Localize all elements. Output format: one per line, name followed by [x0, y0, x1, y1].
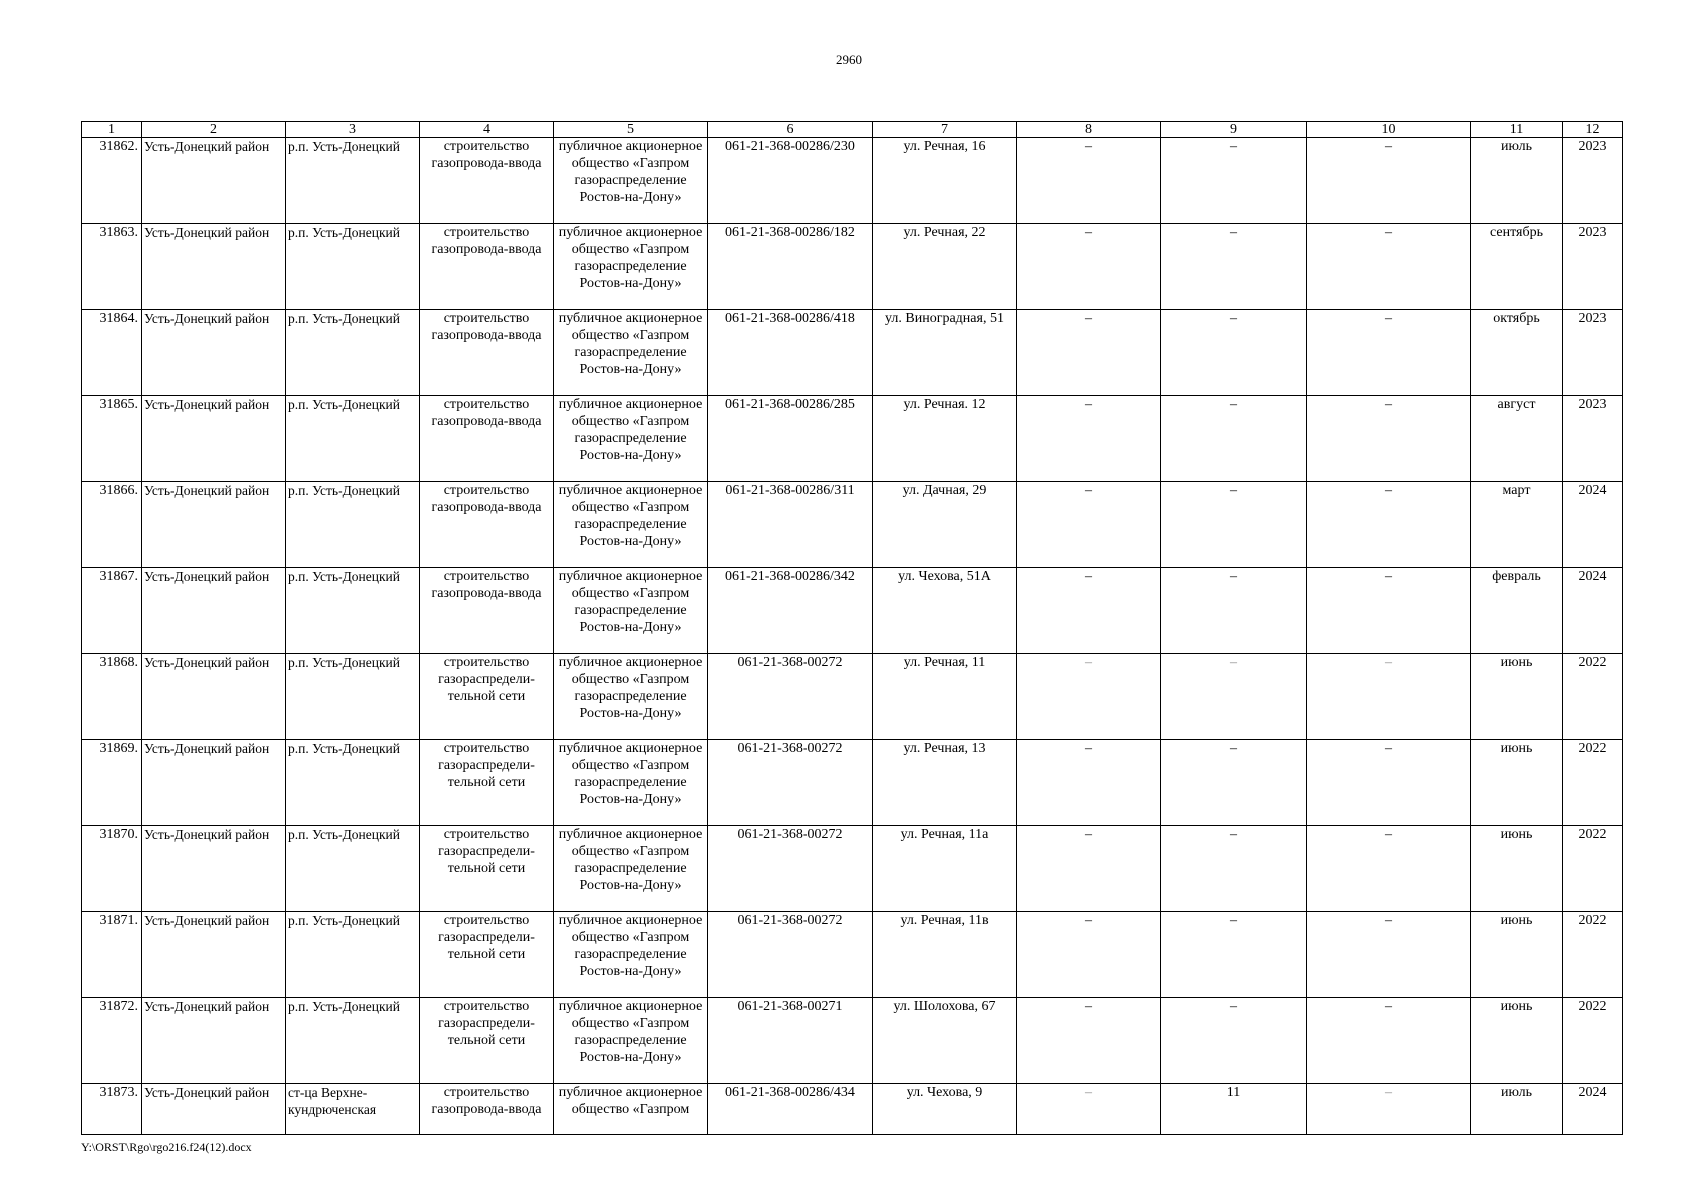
- row-number: 31870.: [82, 826, 142, 912]
- column-8-cell: –: [1017, 224, 1161, 310]
- registry-code-cell: 061-21-368-00286/230: [708, 138, 873, 224]
- table-row: [82, 310, 1623, 396]
- registry-code-cell: 061-21-368-00286/182: [708, 224, 873, 310]
- column-8-cell: –: [1017, 998, 1161, 1084]
- district-cell: Усть-Донецкий район: [142, 740, 286, 826]
- work-type-cell: строительство газопровода-ввода: [420, 310, 554, 396]
- year-cell: 2024: [1563, 568, 1623, 654]
- month-cell: август: [1471, 396, 1563, 482]
- settlement-cell: р.п. Усть-Донецкий: [286, 826, 420, 912]
- column-8-cell: –: [1017, 482, 1161, 568]
- column-10-cell: –: [1307, 826, 1471, 912]
- column-10-cell: –: [1307, 568, 1471, 654]
- month-cell: июнь: [1471, 912, 1563, 998]
- address-cell: ул. Речная, 11: [873, 654, 1017, 740]
- organization-cell: публичное акционерное общество «Газпром газораспределение Ростов-на-Дону»: [554, 396, 708, 482]
- address-cell: ул. Дачная, 29: [873, 482, 1017, 568]
- year-cell: 2023: [1563, 396, 1623, 482]
- row-number: 31867.: [82, 568, 142, 654]
- column-8-cell: –: [1017, 396, 1161, 482]
- year-cell: 2023: [1563, 138, 1623, 224]
- column-10-cell: –: [1307, 740, 1471, 826]
- month-cell: июнь: [1471, 998, 1563, 1084]
- settlement-cell: р.п. Усть-Донецкий: [286, 224, 420, 310]
- address-cell: ул. Речная, 11в: [873, 912, 1017, 998]
- column-10-cell: –: [1307, 310, 1471, 396]
- district-cell: Усть-Донецкий район: [142, 1084, 286, 1135]
- column-number: 8: [1017, 122, 1161, 138]
- table-row: [82, 138, 1623, 224]
- settlement-cell: р.п. Усть-Донецкий: [286, 568, 420, 654]
- address-cell: ул. Виноградная, 51: [873, 310, 1017, 396]
- settlement-cell: р.п. Усть-Донецкий: [286, 912, 420, 998]
- column-9-cell: –: [1161, 396, 1307, 482]
- column-8-cell: –: [1017, 654, 1161, 740]
- year-cell: 2024: [1563, 1084, 1623, 1135]
- month-cell: февраль: [1471, 568, 1563, 654]
- address-cell: ул. Речная. 12: [873, 396, 1017, 482]
- month-cell: июнь: [1471, 740, 1563, 826]
- registry-code-cell: 061-21-368-00286/434: [708, 1084, 873, 1135]
- column-10-cell: –: [1307, 998, 1471, 1084]
- table-row: [82, 396, 1623, 482]
- table-row: [82, 482, 1623, 568]
- registry-code-cell: 061-21-368-00286/342: [708, 568, 873, 654]
- year-cell: 2022: [1563, 998, 1623, 1084]
- row-number: 31863.: [82, 224, 142, 310]
- district-cell: Усть-Донецкий район: [142, 912, 286, 998]
- work-type-cell: строительство газопровода-ввода: [420, 396, 554, 482]
- address-cell: ул. Речная, 13: [873, 740, 1017, 826]
- work-type-cell: строительство газораспредели-тельной сети: [420, 740, 554, 826]
- settlement-cell: р.п. Усть-Донецкий: [286, 654, 420, 740]
- organization-cell: публичное акционерное общество «Газпром газораспределение Ростов-на-Дону»: [554, 568, 708, 654]
- work-type-cell: строительство газопровода-ввода: [420, 138, 554, 224]
- year-cell: 2022: [1563, 826, 1623, 912]
- district-cell: Усть-Донецкий район: [142, 482, 286, 568]
- work-type-cell: строительство газораспредели-тельной сети: [420, 998, 554, 1084]
- row-number: 31868.: [82, 654, 142, 740]
- row-number: 31873.: [82, 1084, 142, 1135]
- settlement-cell: р.п. Усть-Донецкий: [286, 138, 420, 224]
- registry-code-cell: 061-21-368-00272: [708, 912, 873, 998]
- column-number-row: [82, 122, 1623, 138]
- month-cell: март: [1471, 482, 1563, 568]
- table-row: [82, 998, 1623, 1084]
- row-number: 31866.: [82, 482, 142, 568]
- year-cell: 2023: [1563, 310, 1623, 396]
- district-cell: Усть-Донецкий район: [142, 998, 286, 1084]
- column-number: 3: [286, 122, 420, 138]
- registry-code-cell: 061-21-368-00272: [708, 654, 873, 740]
- column-number: 4: [420, 122, 554, 138]
- table-row: [82, 568, 1623, 654]
- address-cell: ул. Речная, 16: [873, 138, 1017, 224]
- registry-table: [81, 121, 1623, 1135]
- table-row: [82, 1084, 1623, 1135]
- column-9-cell: –: [1161, 912, 1307, 998]
- month-cell: июль: [1471, 138, 1563, 224]
- organization-cell: публичное акционерное общество «Газпром газораспределение Ростов-на-Дону»: [554, 740, 708, 826]
- month-cell: июнь: [1471, 654, 1563, 740]
- district-cell: Усть-Донецкий район: [142, 396, 286, 482]
- address-cell: ул. Чехова, 51А: [873, 568, 1017, 654]
- row-number: 31869.: [82, 740, 142, 826]
- column-number: 7: [873, 122, 1017, 138]
- work-type-cell: строительство газопровода-ввода: [420, 1084, 554, 1135]
- column-8-cell: –: [1017, 138, 1161, 224]
- work-type-cell: строительство газораспредели-тельной сети: [420, 826, 554, 912]
- column-number: 11: [1471, 122, 1563, 138]
- settlement-cell: р.п. Усть-Донецкий: [286, 310, 420, 396]
- column-8-cell: –: [1017, 310, 1161, 396]
- month-cell: июнь: [1471, 826, 1563, 912]
- settlement-cell: р.п. Усть-Донецкий: [286, 482, 420, 568]
- column-number: 9: [1161, 122, 1307, 138]
- organization-cell: публичное акционерное общество «Газпром газораспределение Ростов-на-Дону»: [554, 138, 708, 224]
- row-number: 31871.: [82, 912, 142, 998]
- column-8-cell: –: [1017, 740, 1161, 826]
- work-type-cell: строительство газопровода-ввода: [420, 482, 554, 568]
- column-9-cell: –: [1161, 654, 1307, 740]
- organization-cell: публичное акционерное общество «Газпром газораспределение Ростов-на-Дону»: [554, 912, 708, 998]
- settlement-cell: ст-ца Верхне-кундрюченская: [286, 1084, 420, 1135]
- row-number: 31865.: [82, 396, 142, 482]
- column-10-cell: –: [1307, 912, 1471, 998]
- work-type-cell: строительство газораспредели-тельной сети: [420, 654, 554, 740]
- address-cell: ул. Шолохова, 67: [873, 998, 1017, 1084]
- column-8-cell: –: [1017, 826, 1161, 912]
- address-cell: ул. Чехова, 9: [873, 1084, 1017, 1135]
- district-cell: Усть-Донецкий район: [142, 224, 286, 310]
- column-number: 2: [142, 122, 286, 138]
- work-type-cell: строительство газопровода-ввода: [420, 568, 554, 654]
- year-cell: 2023: [1563, 224, 1623, 310]
- registry-code-cell: 061-21-368-00272: [708, 740, 873, 826]
- organization-cell: публичное акционерное общество «Газпром газораспределение Ростов-на-Дону»: [554, 654, 708, 740]
- month-cell: октябрь: [1471, 310, 1563, 396]
- year-cell: 2022: [1563, 912, 1623, 998]
- registry-code-cell: 061-21-368-00286/418: [708, 310, 873, 396]
- table-row: [82, 912, 1623, 998]
- organization-cell: публичное акционерное общество «Газпром газораспределение Ростов-на-Дону»: [554, 310, 708, 396]
- month-cell: июль: [1471, 1084, 1563, 1135]
- column-number: 10: [1307, 122, 1471, 138]
- year-cell: 2024: [1563, 482, 1623, 568]
- column-9-cell: 11: [1161, 1084, 1307, 1135]
- table-row: [82, 826, 1623, 912]
- table-row: [82, 740, 1623, 826]
- column-8-cell: –: [1017, 1084, 1161, 1135]
- organization-cell: публичное акционерное общество «Газпром газораспределение Ростов-на-Дону»: [554, 482, 708, 568]
- column-10-cell: –: [1307, 224, 1471, 310]
- work-type-cell: строительство газораспредели-тельной сети: [420, 912, 554, 998]
- month-cell: сентябрь: [1471, 224, 1563, 310]
- table-row: [82, 224, 1623, 310]
- column-9-cell: –: [1161, 138, 1307, 224]
- column-8-cell: –: [1017, 912, 1161, 998]
- year-cell: 2022: [1563, 654, 1623, 740]
- district-cell: Усть-Донецкий район: [142, 826, 286, 912]
- column-9-cell: –: [1161, 310, 1307, 396]
- column-10-cell: –: [1307, 138, 1471, 224]
- organization-cell: публичное акционерное общество «Газпром: [554, 1084, 708, 1135]
- settlement-cell: р.п. Усть-Донецкий: [286, 740, 420, 826]
- column-9-cell: –: [1161, 998, 1307, 1084]
- row-number: 31872.: [82, 998, 142, 1084]
- column-10-cell: –: [1307, 654, 1471, 740]
- column-number: 6: [708, 122, 873, 138]
- column-9-cell: –: [1161, 224, 1307, 310]
- column-10-cell: –: [1307, 482, 1471, 568]
- district-cell: Усть-Донецкий район: [142, 138, 286, 224]
- column-number: 1: [82, 122, 142, 138]
- district-cell: Усть-Донецкий район: [142, 568, 286, 654]
- column-number: 12: [1563, 122, 1623, 138]
- column-9-cell: –: [1161, 740, 1307, 826]
- settlement-cell: р.п. Усть-Донецкий: [286, 396, 420, 482]
- column-9-cell: –: [1161, 482, 1307, 568]
- column-9-cell: –: [1161, 568, 1307, 654]
- year-cell: 2022: [1563, 740, 1623, 826]
- column-8-cell: –: [1017, 568, 1161, 654]
- organization-cell: публичное акционерное общество «Газпром газораспределение Ростов-на-Дону»: [554, 826, 708, 912]
- address-cell: ул. Речная, 11а: [873, 826, 1017, 912]
- settlement-cell: р.п. Усть-Донецкий: [286, 998, 420, 1084]
- district-cell: Усть-Донецкий район: [142, 654, 286, 740]
- organization-cell: публичное акционерное общество «Газпром газораспределение Ростов-на-Дону»: [554, 224, 708, 310]
- organization-cell: публичное акционерное общество «Газпром газораспределение Ростов-на-Дону»: [554, 998, 708, 1084]
- registry-code-cell: 061-21-368-00286/311: [708, 482, 873, 568]
- row-number: 31864.: [82, 310, 142, 396]
- registry-code-cell: 061-21-368-00271: [708, 998, 873, 1084]
- row-number: 31862.: [82, 138, 142, 224]
- registry-code-cell: 061-21-368-00286/285: [708, 396, 873, 482]
- registry-code-cell: 061-21-368-00272: [708, 826, 873, 912]
- page-number: 2960: [836, 52, 862, 67]
- address-cell: ул. Речная, 22: [873, 224, 1017, 310]
- district-cell: Усть-Донецкий район: [142, 310, 286, 396]
- table-row: [82, 654, 1623, 740]
- column-number: 5: [554, 122, 708, 138]
- column-10-cell: –: [1307, 396, 1471, 482]
- column-10-cell: –: [1307, 1084, 1471, 1135]
- work-type-cell: строительство газопровода-ввода: [420, 224, 554, 310]
- file-path-footer: Y:\ORST\Rgo\rgo216.f24(12).docx: [81, 1140, 252, 1154]
- column-9-cell: –: [1161, 826, 1307, 912]
